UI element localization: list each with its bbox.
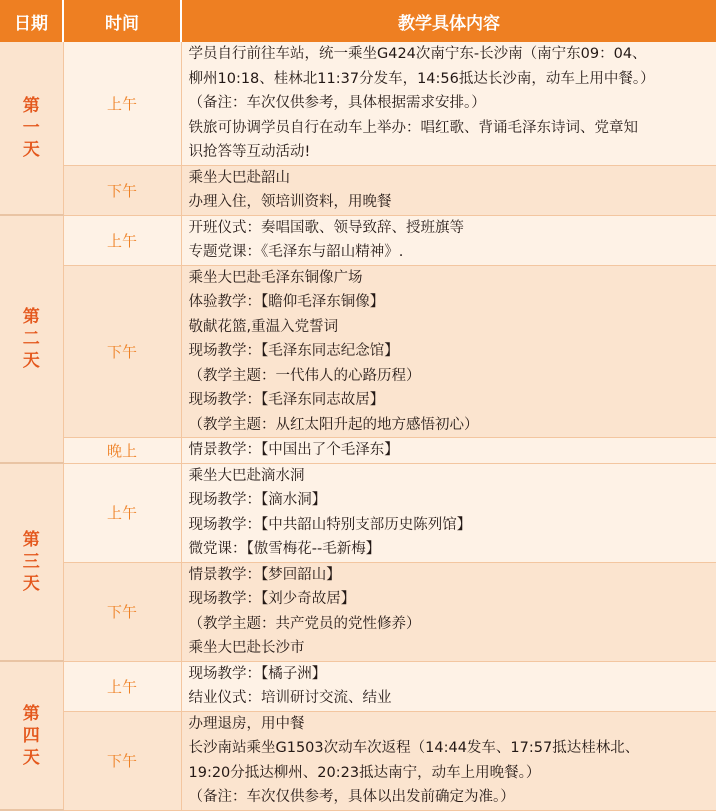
content-line: 现场教学：【毛泽东同志故居】 <box>188 392 385 408</box>
session-row <box>0 463 716 562</box>
session-content <box>181 711 716 810</box>
session-row <box>0 438 716 464</box>
content-line: 开班仪式：奏唱国歌、领导致辞、授班旗等 <box>188 219 464 236</box>
content-line: （教学主题：从红太阳升起的地方感悟初心） <box>188 416 479 433</box>
content-line: 现场教学：【刘少奇故居】 <box>188 591 356 607</box>
day-label-char: 三 <box>22 552 40 572</box>
content-line: 敬献花篮,重温入党誓词 <box>188 318 339 335</box>
session-content <box>181 165 716 215</box>
session-time: 下午 <box>63 165 181 215</box>
content-line: 学员自行前往车站，统一乘坐G424次南宁东-长沙南（南宁东09：04、 <box>188 46 647 62</box>
content-line: 乘坐大巴赴长沙市 <box>188 640 305 656</box>
content-line: 办理退房，用中餐 <box>188 715 305 732</box>
content-line: （备注：车次仅供参考，具体以出发前确定为准。） <box>188 789 515 805</box>
session-row <box>0 215 716 265</box>
session-time: 晚上 <box>63 438 181 464</box>
content-line: 现场教学：【滴水洞】 <box>188 492 327 508</box>
content-line: 现场教学：【橘子洲】 <box>188 665 327 682</box>
day-label-char: 四 <box>22 725 40 746</box>
day-label-char: 一 <box>22 118 40 138</box>
header-row <box>0 0 716 42</box>
content-line: （教学主题：共产党员的党性修养） <box>188 615 421 632</box>
content-line: 体验教学：【瞻仰毛泽东铜像】 <box>188 294 385 310</box>
session-row <box>0 42 716 165</box>
day-label-char: 第 <box>22 307 40 327</box>
content-line: 现场教学：【毛泽东同志纪念馆】 <box>188 343 399 359</box>
day-label-char: 第 <box>22 703 40 724</box>
session-time: 上午 <box>63 215 181 265</box>
session-content <box>181 215 716 265</box>
content-line: 乘坐大巴赴滴水洞 <box>188 467 305 484</box>
content-line: 办理入住，领培训资料，用晚餐 <box>188 194 392 210</box>
session-content <box>181 265 716 438</box>
content-line: 乘坐大巴赴韶山 <box>188 169 290 186</box>
day-label-text <box>23 703 40 769</box>
content-line: 结业仪式：培训研讨交流、结业 <box>188 690 392 706</box>
content-line: （备注：车次仅供参考，具体根据需求安排。） <box>188 95 486 111</box>
content-line: （教学主题：一代伟人的心路历程） <box>188 367 421 384</box>
session-row <box>0 265 716 438</box>
session-content <box>181 661 716 711</box>
day-label-char: 天 <box>22 747 40 768</box>
header-day: 日期 <box>0 0 63 42</box>
day-label <box>0 42 63 215</box>
content-line: 现场教学：【中共韶山特别支部历史陈列馆】 <box>188 516 472 533</box>
schedule-body <box>0 42 716 810</box>
session-row <box>0 661 716 711</box>
content-line: 情景教学：【梦回韶山】 <box>188 566 341 583</box>
day-label-text <box>23 95 40 161</box>
content-line: 19:20分抵达柳州、20:23抵达南宁，动车上用晚餐。） <box>188 764 541 781</box>
session-content <box>181 463 716 562</box>
day-label-char: 天 <box>22 351 40 371</box>
session-time: 上午 <box>63 661 181 711</box>
content-line: 微党课：【傲雪梅花--毛新梅】 <box>188 541 381 557</box>
day-label-char: 第 <box>22 96 40 116</box>
session-content <box>181 562 716 661</box>
content-line: 识抢答等互动活动! <box>188 144 311 160</box>
content-line: 柳州10:18、桂林北11:37分发车，14:56抵达长沙南，动车上用中餐。） <box>188 70 655 87</box>
day-label <box>0 661 63 810</box>
day-label <box>0 215 63 463</box>
session-time: 下午 <box>63 562 181 661</box>
day-label-char: 二 <box>22 329 40 349</box>
session-time: 上午 <box>63 42 181 165</box>
header-content: 教学具体内容 <box>181 0 716 42</box>
day-label-text <box>23 529 40 595</box>
day-label-char: 天 <box>22 574 40 594</box>
session-content <box>181 42 716 165</box>
content-line: 乘坐大巴赴毛泽东铜像广场 <box>188 269 363 286</box>
day-label-char: 第 <box>22 530 40 550</box>
session-time: 下午 <box>63 265 181 438</box>
day-label-text <box>23 306 40 372</box>
session-content <box>181 438 716 464</box>
day-label <box>0 463 63 661</box>
session-time: 上午 <box>63 463 181 562</box>
content-line: 长沙南站乘坐G1503次动车次返程（14:44发车、17:57抵达桂林北、 <box>188 740 640 756</box>
day-label-char: 天 <box>22 140 40 160</box>
header-time: 时间 <box>63 0 181 42</box>
session-row <box>0 711 716 810</box>
session-row <box>0 562 716 661</box>
content-line: 铁旅可协调学员自行在动车上举办：唱红歌、背诵毛泽东诗词、党章知 <box>188 119 638 136</box>
session-time: 下午 <box>63 711 181 810</box>
content-line: 情景教学：【中国出了个毛泽东】 <box>188 442 399 458</box>
session-row <box>0 165 716 215</box>
content-line: 专题党课：《毛泽东与韶山精神》. <box>188 244 404 260</box>
